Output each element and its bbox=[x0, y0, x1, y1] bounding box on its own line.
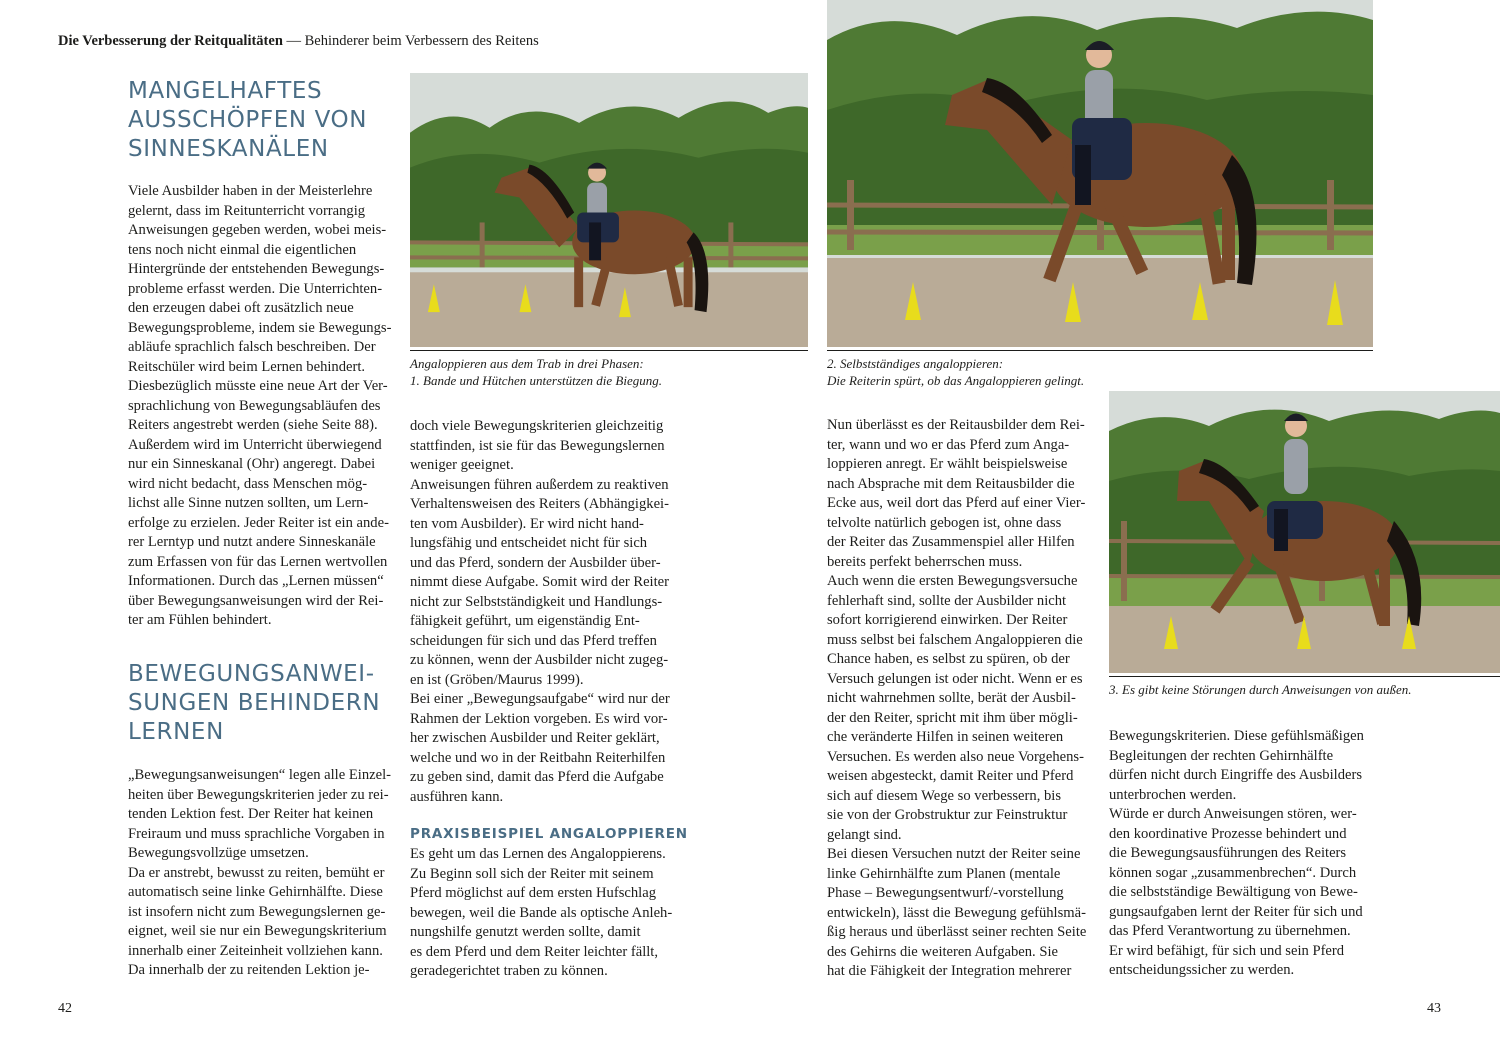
column-4 bbox=[1109, 727, 1364, 981]
caption-rule bbox=[827, 350, 1373, 351]
text-line: Versuchen. Es werden also neue Vorgehens- bbox=[827, 748, 1084, 765]
text-line: unterbrochen werden. bbox=[1109, 786, 1237, 803]
text-line: abläufe sprachlich falsch beschreiben. Der bbox=[128, 339, 376, 355]
text-line: Phase – Bewegungsentwurf/-vorstellung bbox=[827, 885, 1064, 901]
text-line: heiten über Bewegungskriterien jeder zu rei- bbox=[128, 786, 389, 803]
text-line: des Gehirns die weiteren Aufgaben. Sie bbox=[827, 943, 1058, 960]
text-line: probleme erfasst werden. Die Unterrichten- bbox=[128, 280, 383, 297]
text-line: „Bewegungsanweisungen“ legen alle Einzel- bbox=[128, 767, 391, 783]
column-1a bbox=[128, 182, 391, 631]
heading-mangelhaftes bbox=[128, 77, 367, 164]
text-line: stattfinden, ist sie für das Bewegungslernen bbox=[410, 437, 665, 454]
text-line: ter, wann und wo er das Pferd zum Anga- bbox=[827, 436, 1070, 453]
text-line: Bei einer „Bewegungsaufgabe“ wird nur der bbox=[410, 691, 670, 707]
column-1b bbox=[128, 766, 391, 981]
text-line: zum Erfassen von für das Lernen wertvollen bbox=[128, 553, 388, 570]
text-line: lungsfähig und entscheidet nicht für sich bbox=[410, 535, 648, 551]
page-number-left: 42 bbox=[58, 1001, 72, 1016]
text-line: ist insofern nicht zum Bewegungslernen ge- bbox=[128, 903, 386, 920]
photo-horse-canter-start bbox=[827, 0, 1373, 347]
text-line: Begleitungen der rechten Gehirnhälfte bbox=[1109, 747, 1334, 764]
text-line: Bewegungsprobleme, indem sie Bewegungs- bbox=[128, 319, 392, 336]
text-line: Hintergründe der entstehenden Bewegungs- bbox=[128, 261, 385, 277]
caption-photo-3 bbox=[1109, 681, 1412, 698]
text-line: Versuch gelungen ist oder nicht. Wenn er es bbox=[827, 670, 1083, 687]
horse-photo-image bbox=[827, 0, 1373, 347]
caption-line: 1. Bande und Hütchen unterstützen die Biegung. bbox=[410, 373, 663, 388]
column-2 bbox=[410, 417, 670, 807]
page-number-right: 43 bbox=[1427, 1001, 1441, 1016]
caption-line: Die Reiterin spürt, ob das Angaloppieren gelingt. bbox=[827, 373, 1085, 388]
caption-line: 3. Es gibt keine Störungen durch Anweisungen von außen. bbox=[1109, 682, 1412, 697]
caption-line: 2. Selbstständiges angaloppieren: bbox=[827, 356, 1004, 371]
caption-line: Angaloppieren aus dem Trab in drei Phasen: bbox=[410, 356, 644, 371]
running-head-section: Behinderer beim Verbessern des Reitens bbox=[304, 33, 539, 49]
text-line: Nun überlässt es der Reitausbilder dem Rei- bbox=[827, 417, 1085, 433]
text-line: der Reiter das Zusammenspiel aller Hilfen bbox=[827, 534, 1075, 550]
text-line: den koordinative Prozesse behindert und bbox=[1109, 825, 1347, 842]
caption-photo-1 bbox=[410, 355, 662, 389]
photo-horse-canter bbox=[1109, 391, 1500, 673]
text-line: telvolte natürlich gebogen ist, ohne dass bbox=[827, 514, 1062, 531]
text-line: sich auf diesem Wege so verbessern, bis bbox=[827, 787, 1062, 804]
text-line: innerhalb einer Zeiteinheit vollziehen kann. bbox=[128, 942, 383, 959]
photo-horse-trot bbox=[410, 73, 808, 347]
text-line: Diesbezüglich müsste eine neue Art der Ver- bbox=[128, 378, 388, 394]
text-line: Informationen. Durch das „Lernen müssen“ bbox=[128, 573, 384, 589]
text-line: ßig heraus und überlässt seiner rechten Seite bbox=[827, 924, 1087, 940]
text-line: Auch wenn die ersten Bewegungsversuche bbox=[827, 573, 1078, 589]
text-line: gelangt sind. bbox=[827, 826, 902, 843]
text-line: Zu Beginn soll sich der Reiter mit seinem bbox=[410, 865, 654, 882]
text-line: Da innerhalb der zu reitenden Lektion je- bbox=[128, 962, 370, 978]
text-line: Freiraum und muss sprachliche Vorgaben in bbox=[128, 825, 385, 842]
text-line: tenden Lektion fest. Der Reiter hat keinen bbox=[128, 806, 374, 822]
text-line: automatisch seine linke Gehirnhälfte. Diese bbox=[128, 884, 383, 900]
subheading-praxisbeispiel: PRAXISBEISPIEL ANGALOPPIEREN bbox=[410, 826, 688, 842]
text-line: Würde er durch Anweisungen stören, wer- bbox=[1109, 806, 1357, 822]
text-line: gungsaufgaben lernt der Reiter für sich und bbox=[1109, 903, 1363, 920]
text-line: Viele Ausbilder haben in der Meisterlehre bbox=[128, 183, 373, 199]
text-line: ten vom Ausbilder). Er wird nicht hand- bbox=[410, 515, 644, 532]
text-line: Bewegungsvollzüge umsetzen. bbox=[128, 845, 309, 861]
text-line: zu geben sind, damit das Pferd die Aufgabe bbox=[410, 769, 664, 785]
text-line: Es geht um das Lernen des Angaloppierens. bbox=[410, 846, 666, 862]
text-line: Außerdem wird im Unterricht überwiegend bbox=[128, 436, 382, 453]
text-line: weisen abgesteckt, damit Reiter und Pferd bbox=[827, 768, 1074, 784]
text-line: Reiters angestrebt werden (siehe Seite 88). bbox=[128, 417, 378, 433]
heading-line: SINNESKANÄLEN bbox=[128, 136, 329, 162]
heading-line: BEWEGUNGSANWEI- bbox=[128, 661, 375, 687]
text-line: fähigkeit geführt, um eigenständig Ent- bbox=[410, 613, 640, 629]
text-line: scheidungen für sich und das Pferd treffen bbox=[410, 632, 657, 649]
text-line: en ist (Gröben/Maurus 1999). bbox=[410, 671, 584, 688]
text-line: geradegerichtet traben zu können. bbox=[410, 963, 608, 979]
text-line: Anweisungen gegeben werden, wobei meis- bbox=[128, 222, 387, 238]
text-line: nach Absprache mit dem Reitausbilder die bbox=[827, 475, 1075, 492]
horse-photo-image bbox=[410, 73, 808, 347]
text-line: entscheidungssicher zu werden. bbox=[1109, 962, 1295, 978]
text-line: welche und wo in der Reitbahn Reiterhilfen bbox=[410, 749, 666, 766]
heading-line: LERNEN bbox=[128, 719, 224, 745]
horse-photo-image bbox=[1109, 391, 1500, 673]
text-line: weniger geeignet. bbox=[410, 457, 514, 473]
text-line: dürfen nicht durch Eingriffe des Ausbilders bbox=[1109, 767, 1363, 783]
running-head bbox=[58, 33, 539, 50]
text-line: und das Pferd, sondern der Ausbilder über- bbox=[410, 554, 661, 571]
text-line: Pferd möglichst auf dem ersten Hufschlag bbox=[410, 885, 656, 901]
text-line: bereits perfekt beherrschen muss. bbox=[827, 553, 1023, 570]
caption-rule bbox=[1109, 676, 1500, 677]
text-line: her zwischen Ausbilder und Reiter geklärt, bbox=[410, 730, 660, 746]
text-line: Bei diesen Versuchen nutzt der Reiter seine bbox=[827, 846, 1081, 862]
text-line: Chance haben, es selbst zu spüren, ob der bbox=[827, 651, 1070, 667]
running-head-chapter: Die Verbesserung der Reitqualitäten bbox=[58, 33, 283, 49]
text-line: bewegen, weil die Bande als optische Anleh- bbox=[410, 904, 673, 921]
caption-rule bbox=[410, 350, 808, 351]
heading-line: AUSSCHÖPFEN VON bbox=[128, 107, 368, 133]
text-line: eignet, weil sie nur ein Bewegungskriterium bbox=[128, 923, 387, 939]
text-line: Anweisungen führen außerdem zu reaktiven bbox=[410, 476, 669, 493]
text-line: fehlerhaft sind, sollte der Ausbilder nicht bbox=[827, 592, 1067, 609]
text-line: ter am Fühlen behindert. bbox=[128, 612, 272, 628]
text-line: den erzeugen dabei oft zusätzlich neue bbox=[128, 300, 354, 316]
text-line: muss selbst bei falschem Angaloppieren die bbox=[827, 631, 1083, 648]
text-line: Ecke aus, weil dort das Pferd auf einer Vier- bbox=[827, 495, 1086, 511]
running-head-separator: — bbox=[286, 33, 302, 49]
text-line: Da er anstrebt, bewusst zu reiten, bemüht er bbox=[128, 864, 385, 881]
column-2b bbox=[410, 845, 672, 982]
text-line: Rahmen der Lektion vorgeben. Es wird vor- bbox=[410, 710, 668, 727]
text-line: Er wird befähigt, für sich und sein Pferd bbox=[1109, 942, 1345, 959]
column-3 bbox=[827, 416, 1086, 982]
text-line: Reitschüler wird beim Lernen behindert. bbox=[128, 358, 366, 375]
text-line: nimmt diese Aufgabe. Somit wird der Reiter bbox=[410, 574, 669, 590]
text-line: sie von der Grobstruktur zur Feinstruktur bbox=[827, 807, 1068, 823]
text-line: der den Reiter, spricht mit ihm über mögli- bbox=[827, 709, 1078, 726]
text-line: nicht wahrnehmen sollte, berät der Ausbil- bbox=[827, 690, 1076, 706]
text-line: sprachlichung von Bewegungsabläufen des bbox=[128, 397, 381, 414]
text-line: Bewegungskriterien. Diese gefühlsmäßigen bbox=[1109, 728, 1364, 744]
text-line: Verhaltensweisen des Reiters (Abhängigkei- bbox=[410, 496, 669, 512]
text-line: loppieren anregt. Er wählt beispielsweise bbox=[827, 456, 1068, 472]
text-line: zu können, wenn der Ausbilder nicht zugeg- bbox=[410, 652, 669, 668]
text-line: linke Gehirnhälfte zum Planen (mentale bbox=[827, 865, 1061, 882]
text-line: erfolge zu erzielen. Jeder Reiter ist ein ande- bbox=[128, 514, 389, 531]
text-line: entwickeln), lässt die Bewegung gefühlsmä- bbox=[827, 904, 1086, 921]
text-line: über Bewegungsanweisungen wird der Rei- bbox=[128, 592, 384, 609]
heading-line: SUNGEN BEHINDERN bbox=[128, 690, 381, 716]
text-line: gelernt, dass im Reitunterricht vorrangig bbox=[128, 202, 366, 219]
text-line: ausführen kann. bbox=[410, 788, 504, 805]
heading-bewegungsanweisungen bbox=[128, 660, 380, 747]
text-line: nicht zur Selbstständigkeit und Handlungs- bbox=[410, 593, 663, 610]
text-line: lichst alle Sinne nutzen sollten, um Lern- bbox=[128, 495, 369, 511]
text-line: wird nicht bedacht, dass Menschen mög- bbox=[128, 475, 368, 492]
caption-photo-2 bbox=[827, 355, 1084, 389]
text-line: sofort korrigierend einwirken. Der Reiter bbox=[827, 612, 1068, 628]
text-line: che veränderte Hilfen in seinen weiteren bbox=[827, 729, 1064, 745]
text-line: nur ein Sinneskanal (Ohr) angeregt. Dabei bbox=[128, 456, 376, 472]
text-line: die selbstständige Bewältigung von Bewe- bbox=[1109, 884, 1358, 900]
text-line: tens noch nicht einmal die eigentlichen bbox=[128, 241, 357, 258]
text-line: es dem Pferd und dem Reiter leichter fällt, bbox=[410, 943, 659, 960]
text-line: rer Lerntyp und nutzt andere Sinneskanäle bbox=[128, 534, 376, 550]
heading-line: MANGELHAFTES bbox=[128, 78, 323, 104]
text-line: hat die Fähigkeit der Integration mehrerer bbox=[827, 963, 1072, 979]
text-line: das Pferd Verantwortung zu übernehmen. bbox=[1109, 923, 1351, 939]
text-line: können sogar „zusammenbrechen“. Durch bbox=[1109, 864, 1357, 881]
text-line: doch viele Bewegungskriterien gleichzeitig bbox=[410, 418, 664, 434]
text-line: die Bewegungsausführungen des Reiters bbox=[1109, 845, 1347, 861]
text-line: nungshilfe genutzt werden sollte, damit bbox=[410, 924, 641, 940]
